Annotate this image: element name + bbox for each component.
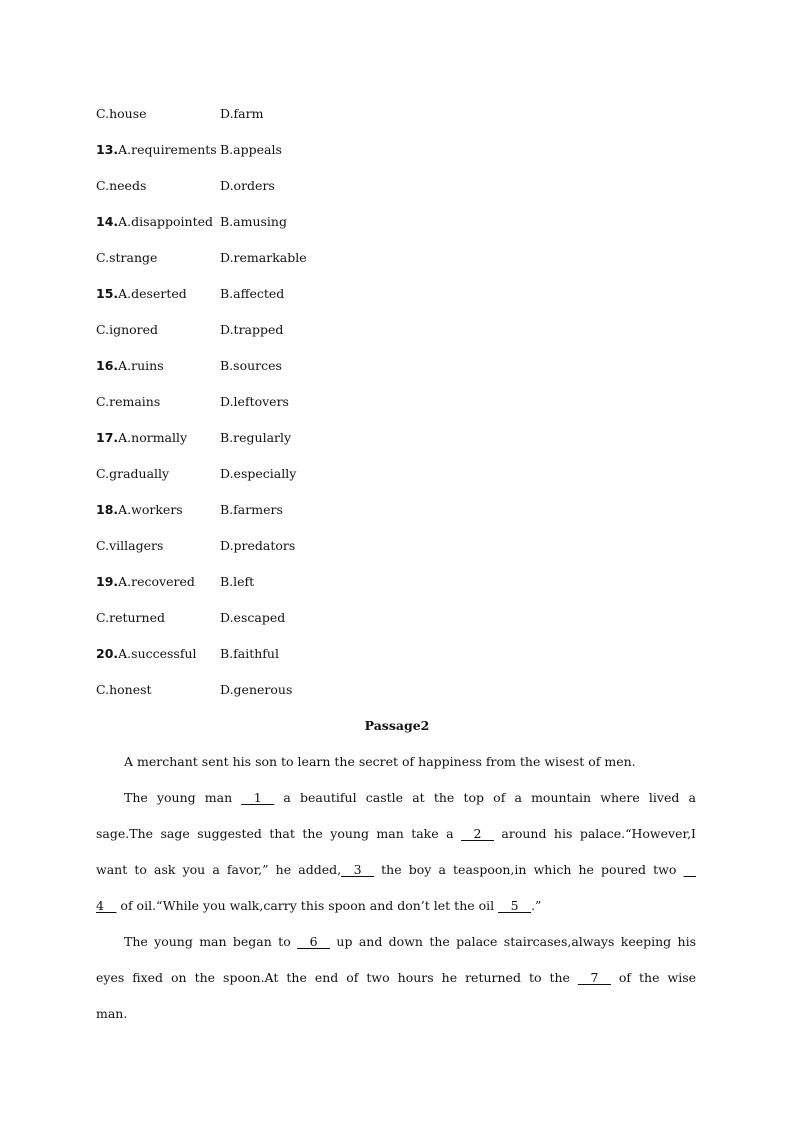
option-text: A.normally [118,430,188,445]
blank-1: __1__ [241,790,275,805]
option-text: C.ignored [96,322,159,337]
option-right: B.affected [220,286,285,301]
question-number: 19. [96,574,119,589]
option-text: A.ruins [118,358,164,373]
question-number: 17. [96,430,119,445]
option-right: B.appeals [220,142,282,157]
option-left [96,140,217,160]
passage-text: The young man [124,790,242,805]
passage-line-6 [124,932,696,952]
option-left [96,248,157,268]
passage-title: Passage2 [364,718,430,733]
option-left [96,284,187,304]
passage-line-5 [96,896,696,916]
option-text: A.disappointed [118,214,214,229]
option-left [96,212,213,232]
option-left [96,356,164,376]
option-left [96,572,195,592]
option-text: A.workers [118,502,183,517]
option-right: D.especially [220,466,297,481]
option-right: D.farm [220,106,264,121]
option-right: D.predators [220,538,296,553]
option-right: D.trapped [220,322,284,337]
option-left [96,536,163,556]
option-text: C.returned [96,610,165,625]
option-left [96,680,152,700]
option-right: B.left [220,574,255,589]
passage-text: the boy a teaspoon,in which he poured two [374,862,684,877]
option-text: C.house [96,106,147,121]
passage-line-4 [96,860,696,880]
option-text: C.remains [96,394,161,409]
option-text: A.requirements [118,142,217,157]
option-left [96,176,146,196]
blank-4: 4__ [96,898,117,913]
passage-text: The young man began to [124,934,298,949]
question-number: 16. [96,358,119,373]
passage-text: want to ask you a favor,” he added, [96,862,342,877]
passage-line-3 [96,824,696,844]
question-number: 14. [96,214,119,229]
option-left [96,104,147,124]
option-text: C.honest [96,682,152,697]
question-number: 20. [96,646,119,661]
blank-6: __6__ [297,934,331,949]
option-text: C.strange [96,250,158,265]
blank-2: __2__ [461,826,494,841]
passage-text: around his palace.“However,I [493,826,696,841]
passage-text: up and down the palace staircases,always keeping his [330,934,697,949]
option-left [96,428,187,448]
passage-text: of oil.“While you walk,carry this spoon and don’t let the oil [116,898,499,913]
passage-line-8 [96,1004,696,1024]
blank-4-start: __ [683,862,697,877]
option-text: C.villagers [96,538,164,553]
option-right: B.faithful [220,646,279,661]
passage-text: eyes fixed on the spoon.At the end of two hours he returned to the [96,970,578,985]
option-right: B.farmers [220,502,283,517]
blank-5: __5__ [498,898,532,913]
option-right: B.amusing [220,214,287,229]
option-right: D.leftovers [220,394,289,409]
option-text: C.needs [96,178,147,193]
blank-3: __3__ [341,862,375,877]
passage-text: A merchant sent his son to learn the secret of happiness from the wisest of men. [124,754,636,769]
option-text: C.gradually [96,466,170,481]
question-number: 13. [96,142,119,157]
option-left [96,464,169,484]
option-right: D.escaped [220,610,286,625]
passage-line-1 [124,752,696,772]
option-right: D.generous [220,682,293,697]
blank-7: __7__ [577,970,611,985]
option-left [96,644,197,664]
option-right: B.regularly [220,430,292,445]
passage-text: of the wise [610,970,697,985]
option-text: A.recovered [118,574,195,589]
option-left [96,608,165,628]
passage-text: sage.The sage suggested that the young man take a [96,826,461,841]
option-left [96,500,183,520]
option-right: D.orders [220,178,275,193]
option-right: B.sources [220,358,282,373]
option-text: A.deserted [118,286,187,301]
passage-line-2 [124,788,696,808]
question-number: 15. [96,286,119,301]
passage-text: .” [531,898,542,913]
option-left [96,392,160,412]
passage-text: a beautiful castle at the top of a mountain where lived a [274,790,696,805]
option-right: D.remarkable [220,250,307,265]
passage-line-7 [96,968,696,988]
option-left [96,320,158,340]
passage-text: man. [96,1006,128,1021]
option-text: A.successful [118,646,197,661]
question-number: 18. [96,502,119,517]
